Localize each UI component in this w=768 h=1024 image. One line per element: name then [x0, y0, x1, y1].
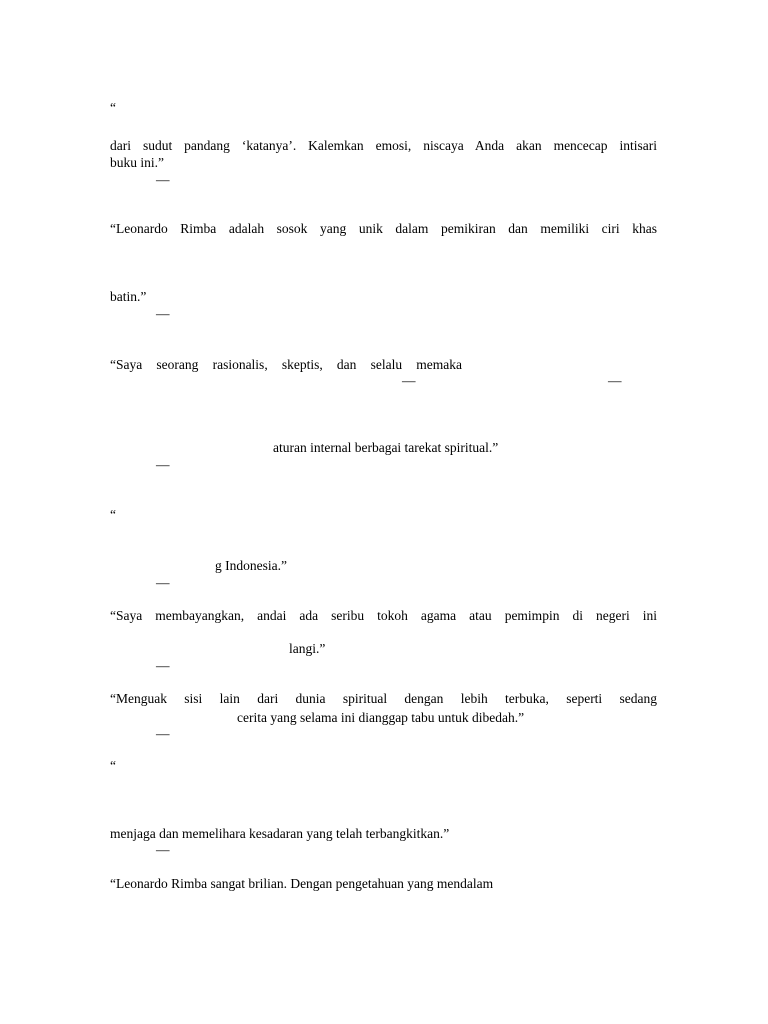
quote-1-open-mark: “ — [110, 100, 116, 115]
attribution-dash-2: — — [156, 306, 170, 321]
quote-4-open-mark: “ — [110, 507, 116, 522]
quote-2-line-1: “Leonardo Rimba adalah sosok yang unik dalam pemikiran dan memiliki ciri khas — [110, 221, 657, 236]
attribution-dash-3: — — [156, 457, 170, 472]
quote-4-line-1: g Indonesia.” — [215, 558, 287, 573]
quote-6-line-1: “Menguak sisi lain dari dunia spiritual dengan lebih terbuka, seperti sedang — [110, 691, 657, 706]
inline-dash-2: — — [608, 373, 622, 388]
attribution-dash-6: — — [156, 726, 170, 741]
attribution-dash-7: — — [156, 842, 170, 857]
quote-8-line-1: “Leonardo Rimba sangat brilian. Dengan pengetahuan yang mendalam — [110, 876, 494, 891]
quote-3-line-2: aturan internal berbagai tarekat spiritual.” — [273, 440, 499, 455]
quote-5-line-2: langi.” — [289, 641, 326, 656]
quote-2-line-2: batin.” — [110, 289, 147, 304]
inline-dash-1: — — [402, 373, 416, 388]
quote-5-line-1: “Saya membayangkan, andai ada seribu tokoh agama atau pemimpin di negeri ini — [110, 608, 657, 623]
attribution-dash-4: — — [156, 575, 170, 590]
quote-6-line-2: cerita yang selama ini dianggap tabu untuk dibedah.” — [237, 710, 525, 725]
quote-3-line-1: “Saya seorang rasionalis, skeptis, dan selalu memaka — [110, 357, 462, 372]
quote-7-line-1: menjaga dan memelihara kesadaran yang telah terbangkitkan.” — [110, 826, 450, 841]
quote-1-line-2: buku ini.” — [110, 155, 164, 170]
attribution-dash-5: — — [156, 658, 170, 673]
quote-1-line-1: dari sudut pandang ‘katanya’. Kalemkan emosi, niscaya Anda akan mencecap intisari — [110, 138, 657, 153]
quote-7-open-mark: “ — [110, 758, 116, 773]
attribution-dash-1: — — [156, 172, 170, 187]
